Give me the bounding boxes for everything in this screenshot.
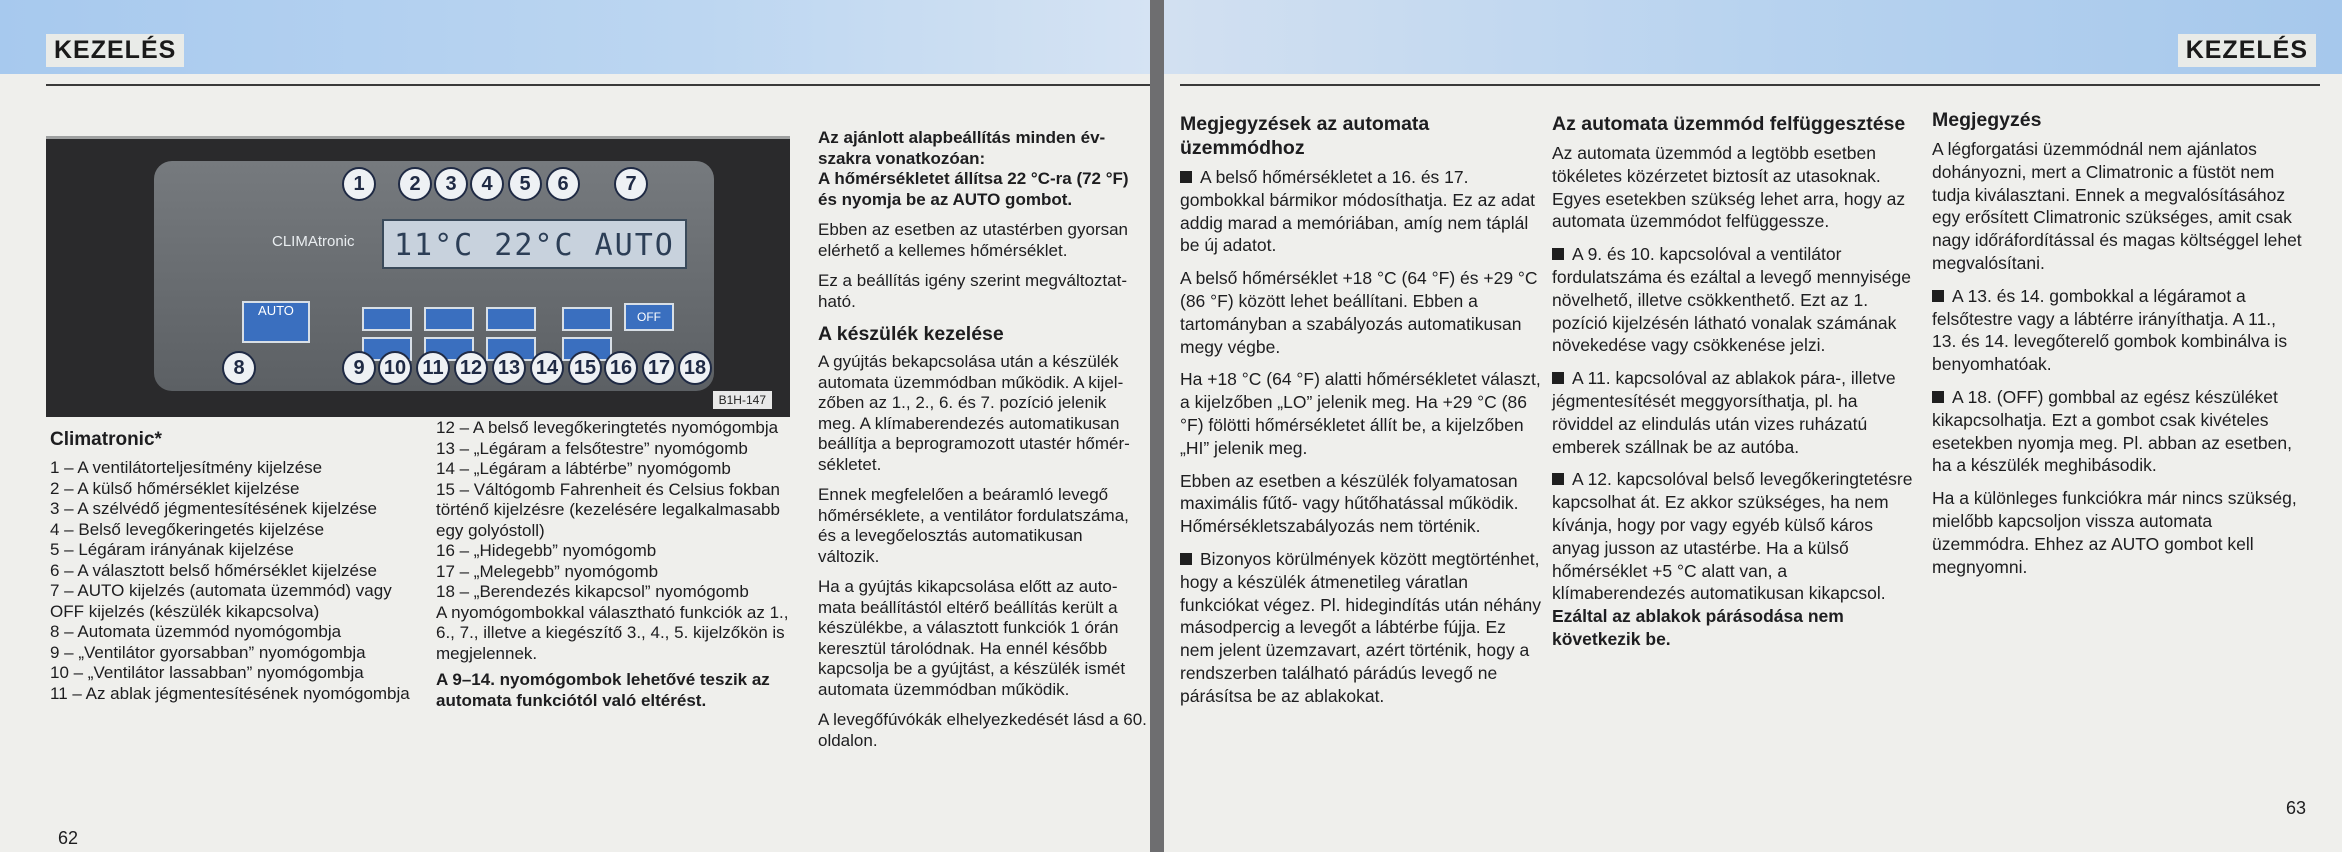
bullet-square-icon bbox=[1932, 290, 1944, 302]
legend-col-a bbox=[50, 428, 420, 704]
paragraph: Bizonyos körülmények között megtörténhet, hogy a készülék átmenetileg váratlan funkciókat végez. Pl. hidegindítás után néhány másodpercig a levegőt a lábtérbe fújja. Ez nem jelent üzemzavart, azért történik, hogy a rendszerben található párádús levegő ne párásítsa be az ablakokat. bbox=[1180, 548, 1541, 706]
intro-bold: Az ajánlott alapbeállítás minden évszakra vonatkozóan: bbox=[818, 128, 1106, 168]
header-band bbox=[1164, 0, 2342, 74]
legend-item: 1 – A ventilátorteljesítmény kijelzése bbox=[50, 458, 323, 477]
legend-col-b bbox=[436, 418, 798, 711]
callout-3: 3 bbox=[434, 167, 468, 201]
bullet-square-icon bbox=[1552, 248, 1564, 260]
callout-7: 7 bbox=[614, 167, 648, 201]
paragraph: A 12. kapcsolóval belső levegőkeringtetésre kapcsolhat át. Ez akkor szükséges, ha nem kívánja, hogy por vagy egyéb külső káros anyag jusson az utastérbe. Ha a külső hőmérséklet +5 °C alatt van, a klímaberendezés automatikusan kikapcsol. bbox=[1552, 469, 1913, 604]
paragraph: Az automata üzemmód a legtöbb esetben tökéletes közérzetet biztosít az utasoknak. Egyes esetekben szükség lehet arra, hogy az automata üzemmódot felfüggessze. bbox=[1552, 143, 1906, 232]
paragraph: A 11. kapcsolóval az ablakok pára-, illetve jégmentesítését meggyorsíthatja, pl. ha röviddel az elindulás után vizes ruházatú emberek szállnak be az autóba. bbox=[1552, 368, 1896, 457]
colder-key bbox=[562, 307, 612, 331]
paragraph: Ez a beállítás igény szerint megváltoztatható. bbox=[818, 271, 1127, 311]
legend-item: 15 – Váltógomb Fahrenheit és Celsius fokban történő kijelzésre (kezelésére legalkalmasabb egy golyóstoll) bbox=[436, 479, 780, 540]
bullet-square-icon bbox=[1552, 473, 1564, 485]
callout-17: 17 bbox=[642, 351, 676, 385]
callout-18: 18 bbox=[678, 351, 712, 385]
brand-label: CLIMAtronic bbox=[272, 233, 355, 250]
paragraph: Ennek megfelelően a beáramló levegő hőmérséklete, a ventilátor fordulatszáma, és a levegőelosztás automatikusan változik. bbox=[818, 485, 1129, 566]
legend-item: 3 – A szélvédő jégmentesítésének kijelzése bbox=[50, 499, 377, 518]
paragraph: Ha a gyújtás kikapcsolása előtt az automata beállítástól eltérő beállítás került a készülékbe, a választott funkciók 1 órán keresztül tárolódnak. Ha ennél később kapcsolja be a gyújtást, a készülék ismét automata üzemmódban működik. bbox=[818, 577, 1126, 699]
suspend-col bbox=[1552, 112, 1918, 661]
legend-item: 4 – Belső levegőkeringetés kijelzése bbox=[50, 519, 325, 539]
callout-1: 1 bbox=[342, 167, 376, 201]
legend-item: 16 – „Hidegebb” nyomógomb bbox=[436, 541, 657, 560]
paragraph: A légforgatási üzemmódnál nem ajánlatos dohányozni, mert a Climatronic a füstöt nem tudja kiválasztani. Ennek a megvalósításához egy erősített Climatronic szükséges, amit csak nagy időráfordítással és magas költséggel lehet megvalósítani. bbox=[1932, 139, 2302, 273]
left-page bbox=[0, 0, 1150, 852]
defrost-key bbox=[424, 307, 474, 331]
legend-item: 12 – A belső levegőkeringtetés nyomógombja bbox=[436, 418, 779, 437]
callout-6: 6 bbox=[546, 167, 580, 201]
figure-ref: B1H-147 bbox=[713, 391, 772, 409]
callout-10: 10 bbox=[378, 351, 412, 385]
legend-item: 9 – „Ventilátor gyorsabban” nyomógombja bbox=[50, 642, 366, 662]
page-number: 62 bbox=[58, 828, 79, 848]
callout-16: 16 bbox=[604, 351, 638, 385]
legend-item: 7 – AUTO kijelzés (automata üzemmód) vagy OFF kijelzés (készülék kikapcsolva) bbox=[50, 581, 392, 621]
callout-5: 5 bbox=[508, 167, 542, 201]
paragraph: A 9. és 10. kapcsolóval a ventilátor fordulatszáma és ezáltal a levegő mennyisége növelhető, illetve csökkenthető. Ezt az 1. pozíció kijelzésén látható vonalak számának növekedése vagy csökkenése jelzi. bbox=[1552, 244, 1911, 356]
intro-bold-2: A hőmérsékletet állítsa 22 °C-ra (72 °F) és nyomja be az AUTO gombot. bbox=[818, 169, 1129, 209]
callout-15: 15 bbox=[568, 351, 602, 385]
paragraph: A levegőfúvókák elhelyezkedését lásd a 60. oldalon. bbox=[818, 710, 1147, 750]
climatronic-panel-photo bbox=[46, 136, 790, 417]
paragraph: A 13. és 14. gombokkal a légáramot a felsőtestre vagy a lábtérre irányíthatja. A 11., 13. és 14. levegőterelő gombok kombinálva is benyomhatóak. bbox=[1932, 285, 2288, 375]
legend-item: 17 – „Melegebb” nyomógomb bbox=[436, 561, 659, 581]
callout-14: 14 bbox=[530, 351, 564, 385]
paragraph: A 18. (OFF) gombbal az egész készüléket kikapcsolhatja. Ezt a gombot csak kivételes esetekben nyomja meg. Pl. abban az esetben, ha a készülék meghibásodik. bbox=[1932, 386, 2292, 476]
callout-2: 2 bbox=[398, 167, 432, 201]
legend-title: Climatronic* bbox=[50, 429, 162, 450]
page-number: 63 bbox=[2285, 798, 2306, 818]
remark-col bbox=[1932, 108, 2304, 588]
legend-item: 8 – Automata üzemmód nyomógombja bbox=[50, 622, 342, 641]
bold-sentence: Ezáltal az ablakok párásodása nem következik be. bbox=[1552, 606, 1844, 649]
callout-13: 13 bbox=[492, 351, 526, 385]
legend-note: A nyomógombokkal választható funkciók az 1., 6., 7., illetve a kiegészítő 3., 4., 5. kijelzőkön is megjelennek. bbox=[436, 602, 789, 663]
legend-item: 11 – Az ablak jégmentesítésének nyomógombja bbox=[50, 683, 410, 703]
section-header: KEZELÉS bbox=[46, 34, 184, 67]
header-rule bbox=[46, 84, 1150, 86]
legend-item: 5 – Légáram irányának kijelzése bbox=[50, 540, 294, 559]
legend-item: 13 – „Légáram a felsőtestre” nyomógomb bbox=[436, 438, 748, 458]
callout-11: 11 bbox=[416, 351, 450, 385]
subheading: Megjegyzés bbox=[1932, 109, 2042, 131]
fan-faster-key bbox=[362, 307, 412, 331]
paragraph: Ebben az esetben a készülék folyamatosan maximális fűtő- vagy hűtőhatással működik. Hőmérsékletszabályozás nem történik. bbox=[1180, 470, 1519, 537]
paragraph: Ha +18 °C (64 °F) alatti hőmérsékletet választ, a kijelzőben „LO” jelenik meg. Ha +29 °C (86 °F) fölötti hőmérsékletet állít be, a kijelzőben „HI” jelenik meg. bbox=[1180, 369, 1541, 458]
legend-item: 14 – „Légáram a lábtérbe” nyomógomb bbox=[436, 459, 731, 478]
paragraph: A gyújtás bekapcsolása után a készülék automata üzemmódban működik. A kijelzőben az 1., 2., 6. és 7. pozíció jelenik meg. A klímaberendezés automatikusan beállítja a beprogramozott utastér hőmérsékletet. bbox=[818, 352, 1130, 474]
bullet-square-icon bbox=[1552, 372, 1564, 384]
right-page bbox=[1164, 0, 2342, 852]
legend-item: 10 – „Ventilátor lassabban” nyomógombja bbox=[50, 663, 364, 682]
bullet-square-icon bbox=[1180, 171, 1192, 183]
legend-item: 6 – A választott belső hőmérséklet kijelzése bbox=[50, 560, 377, 580]
header-rule bbox=[1180, 84, 2320, 86]
section-header: KEZELÉS bbox=[2178, 34, 2316, 67]
legend-bold-note: A 9–14. nyomógombok lehetővé teszik az automata funkciótól való eltérést. bbox=[436, 670, 770, 710]
off-key: OFF bbox=[624, 303, 674, 331]
legend-item: 2 – A külső hőmérséklet kijelzése bbox=[50, 478, 300, 498]
callout-4: 4 bbox=[470, 167, 504, 201]
paragraph: A belső hőmérsékletet a 16. és 17. gombokkal bármikor módosíthatja. Ez az adat addig marad a memóriában, amíg nem táplál be új adatot. bbox=[1180, 167, 1536, 256]
subheading: Az automata üzemmód felfüggesztése bbox=[1552, 113, 1906, 135]
subheading: A készülék kezelése bbox=[818, 323, 1004, 345]
auto-key: AUTO bbox=[242, 301, 310, 343]
paragraph: Ebben az esetben az utastérben gyorsan elérhető a kellemes hőmérséklet. bbox=[818, 220, 1128, 260]
text-col-3 bbox=[818, 128, 1148, 761]
paragraph: Ha a különleges funkciókra már nincs szükség, mielőbb kapcsoljon vissza automata üzemmódra. Ehhez az AUTO gombot kell megnyomni. bbox=[1932, 488, 2297, 577]
bullet-square-icon bbox=[1932, 391, 1944, 403]
lcd-display: 11°C 22°C AUTO bbox=[382, 219, 687, 269]
callout-9: 9 bbox=[342, 351, 376, 385]
callout-12: 12 bbox=[454, 351, 488, 385]
notes-col bbox=[1180, 112, 1542, 718]
bullet-square-icon bbox=[1180, 553, 1192, 565]
callout-8: 8 bbox=[222, 351, 256, 385]
airflow-upper-key bbox=[486, 307, 536, 331]
subheading: Megjegyzések az automata üzemmódhoz bbox=[1180, 113, 1430, 159]
paragraph: A belső hőmérséklet +18 °C (64 °F) és +29 °C (86 °F) között lehet beállítani. Ebben a tartományban a szabályozás automatikusan megy végbe. bbox=[1180, 268, 1538, 357]
legend-item: 18 – „Berendezés kikapcsol” nyomógomb bbox=[436, 582, 749, 601]
